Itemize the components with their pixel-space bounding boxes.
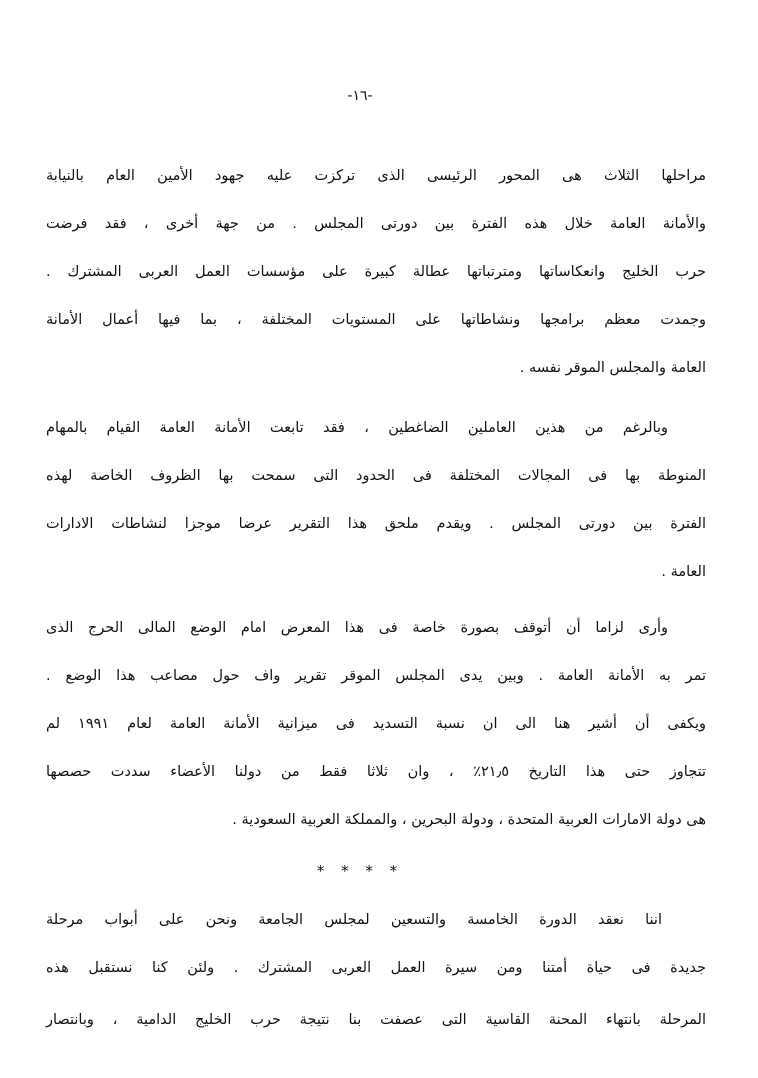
text-line: تمر به الأمانة العامة . وبين يدى المجلس الموقر تقرير واف حول مصاعب هذا الوضع . [46,668,706,684]
text-line: وجمدت معظم برامجها ونشاطاتها على المستويات المختلفة ، بما فيها أعمال الأمانة [46,312,706,328]
text-line: مراحلها الثلاث هى المحور الرئيسى الذى تركزت عليه جهود الأمين العام بالنيابة [46,168,706,184]
text-line: المرحلة بانتهاء المحنة القاسية التى عصفت بنا نتيجة حرب الخليج الدامية ، وبانتصار [46,1012,706,1028]
text-line: تتجاوز حتى هذا التاريخ ٢١٫٥٪ ، وان ثلاثا فقط من دولنا الأعضاء سددت حصصها [46,764,706,780]
text-line: وبالرغم من هذين العاملين الضاغطين ، فقد تابعت الأمانة العامة القيام بالمهام [46,420,668,436]
text-line: العامة والمجلس الموقر نفسه . [519,360,706,376]
section-separator: * * * * [316,862,404,880]
text-line: وأرى لزاما أن أتوقف بصورة خاصة فى هذا المعرض امام الوضع المالى الحرج الذى [46,620,668,636]
text-line: المنوطة بها فى المجالات المختلفة فى الحدود التى سمحت بها الظروف الخاصة لهذه [46,468,706,484]
text-line: هى دولة الامارات العربية المتحدة ، ودولة البحرين ، والمملكة العربية السعودية . [232,812,706,828]
text-line: الفترة بين دورتى المجلس . ويقدم ملحق هذا التقرير عرضا موجزا لنشاطات الادارات [46,516,706,532]
text-line: جديدة فى حياة أمتنا ومن سيرة العمل العربى المشترك . ولئن كنا نستقبل هذه [46,960,706,976]
text-line: العامة . [661,564,706,580]
text-line: ويكفى أن أشير هنا الى ان نسبة التسديد فى ميزانية الأمانة العامة لعام ١٩٩١ لم [46,716,706,732]
text-line: اننا نعقد الدورة الخامسة والتسعين لمجلس الجامعة ونحن على أبواب مرحلة [46,912,662,928]
page-number: -١٦- [347,88,373,104]
text-line: والأمانة العامة خلال هذه الفترة بين دورتى المجلس . من جهة أخرى ، فقد فرضت [46,216,706,232]
text-line: حرب الخليج وانعكاساتها ومترتباتها عطالة كبيرة على مؤسسات العمل العربى المشترك . [46,264,706,280]
